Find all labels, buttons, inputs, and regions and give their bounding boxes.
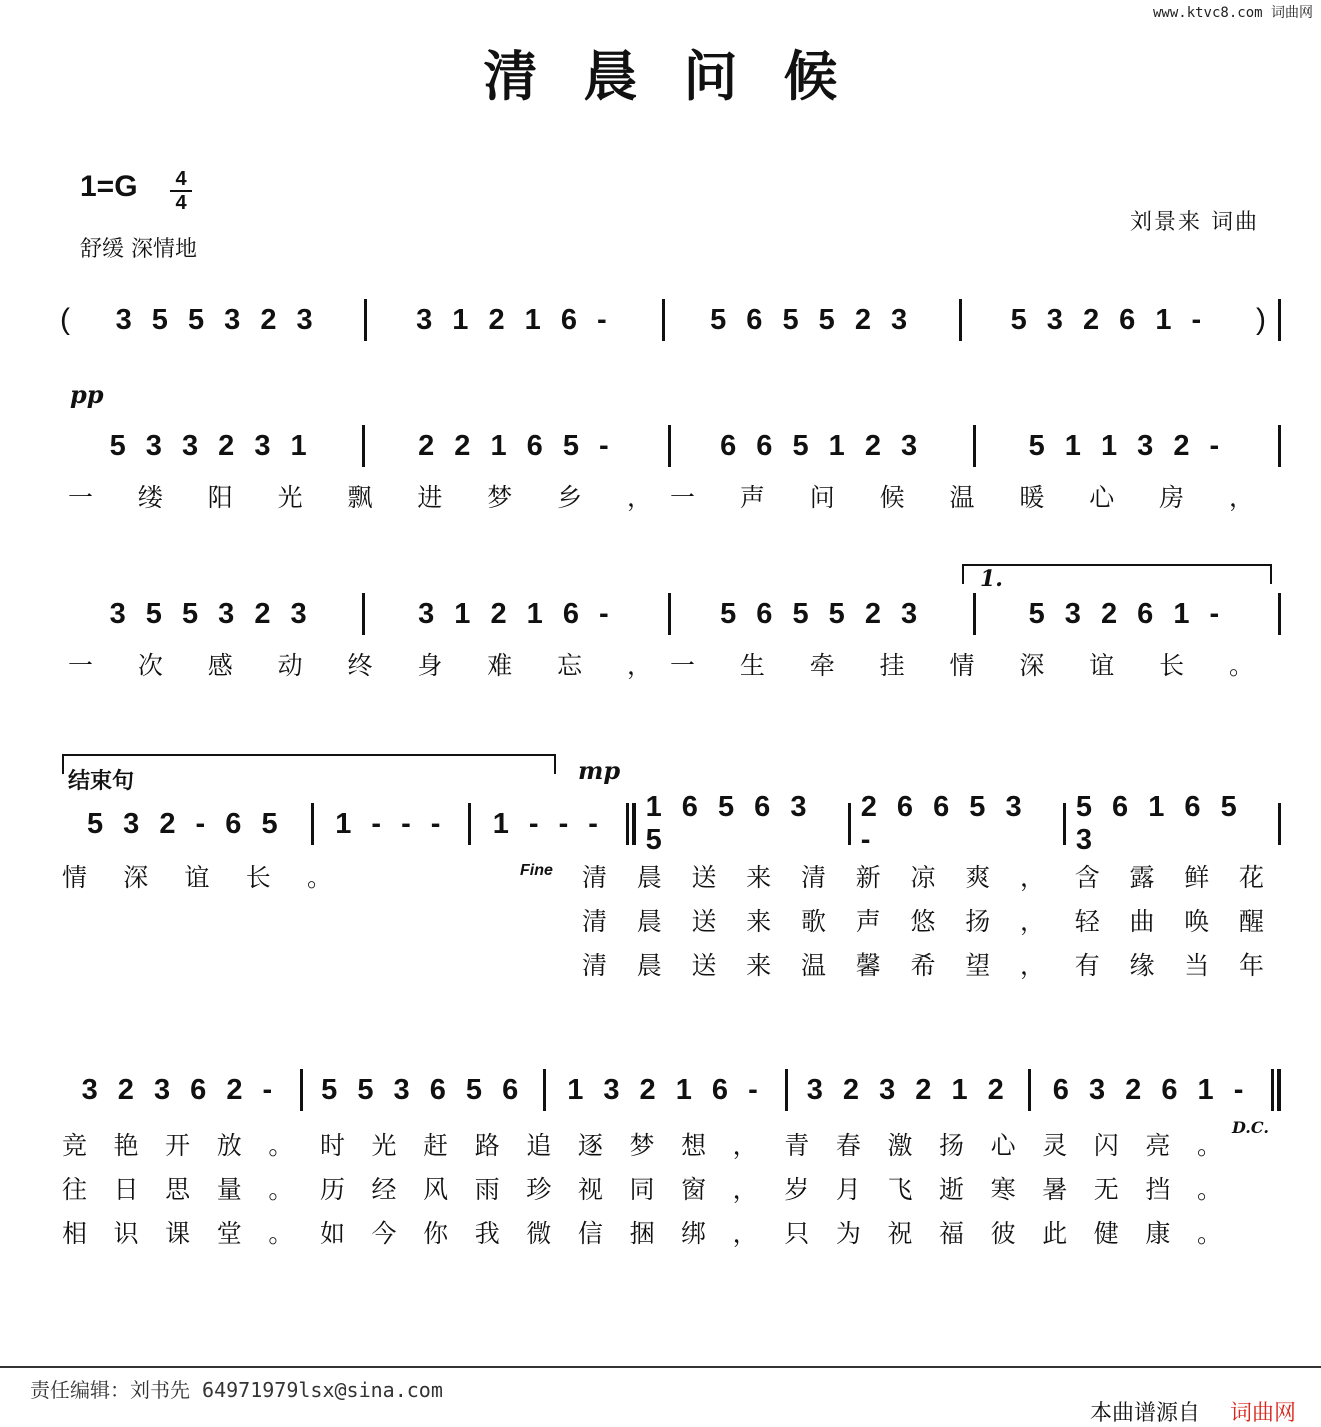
line2-lyrics: [62, 478, 1266, 514]
barline: [1278, 803, 1281, 845]
song-title: 清晨问候: [483, 44, 884, 108]
verse-3-line5: 相识课堂。如今你我微信捆绑，只为祝福彼此健康。: [62, 1219, 1222, 1248]
site-watermark: www.ktvc8.com 词曲网: [1152, 5, 1313, 21]
line4-notes: [60, 791, 1281, 856]
time-signature: [170, 168, 192, 214]
key-signature: 1=G: [80, 170, 138, 203]
repeat-end-barline: [1271, 1069, 1281, 1111]
repeat-start-barline: [626, 803, 636, 845]
lyric-phrase: 一缕阳光飘进梦乡，: [68, 483, 658, 512]
line5-measure-3: 1 3 2 1 6 -: [567, 1073, 764, 1106]
intro-measure-4: 5 3 2 6 1 -: [1010, 303, 1208, 336]
barline: [1278, 593, 1281, 635]
line4-measure-5: 2 6 6 5 3 -: [860, 791, 1028, 856]
footer-divider: [0, 1366, 1321, 1368]
source-label: 本曲谱源自: [1090, 1401, 1201, 1426]
line2-measure-2: 2 2 1 6 5 -: [418, 429, 615, 462]
line4-measure-2: 1 - - -: [335, 807, 447, 840]
line2-measure-1: 5 3 3 2 3 1: [109, 429, 313, 462]
line3-measure-1: 3 5 5 3 2 3: [109, 597, 313, 630]
dynamic-mp: mp: [578, 756, 621, 785]
line5-measure-2: 5 5 3 6 5 6: [321, 1073, 525, 1106]
line5-measure-4: 3 2 3 2 1 2: [806, 1073, 1010, 1106]
verse-2-line5: 往日思量。历经风雨珍视同窗，岁月飞逝寒暑无挡。: [62, 1175, 1222, 1204]
time-signature-bottom: 4: [170, 190, 192, 214]
intro-measure-3: 5 6 5 5 2 3: [710, 303, 914, 336]
barline: [1278, 425, 1281, 467]
line2-measure-3: 6 6 5 1 2 3: [720, 429, 924, 462]
line5-measure-5: 6 3 2 6 1 -: [1052, 1073, 1250, 1106]
fine-marking: Fine: [520, 862, 553, 879]
lyric-phrase: 一次感动终身难忘，: [68, 651, 658, 680]
time-signature-top: 4: [175, 168, 187, 190]
dynamic-pp: pp: [70, 380, 104, 409]
intro-close-paren: ): [1256, 303, 1266, 336]
line4-measure-6: 5 6 1 6 5 3: [1075, 791, 1243, 856]
tempo-marking: 舒缓 深情地: [80, 237, 197, 262]
verse-2-line4: 清晨送来歌声悠扬，轻曲唤醒: [582, 907, 1264, 936]
lyric-phrase: 一声问候温暖心房，: [670, 483, 1260, 512]
line2-measure-4: 5 1 1 3 2 -: [1028, 429, 1226, 462]
verse-1-line5: 竞艳开放。时光赶路追逐梦想，青春激扬心灵闪亮。: [62, 1131, 1222, 1160]
verse-3-line4: 清晨送来温馨希望，有缘当年: [582, 951, 1264, 980]
barline: [1278, 299, 1281, 341]
volta-bracket-1: [962, 564, 1272, 584]
line3-measure-4: 5 3 2 6 1 -: [1028, 597, 1226, 630]
line3-measure-2: 3 1 2 1 6 -: [418, 597, 615, 630]
line3-notes: [60, 590, 1281, 638]
line4-measure-1: 5 3 2 - 6 5: [86, 807, 284, 840]
line4-measure-3: 1 - - -: [492, 807, 604, 840]
volta-label: 1.: [980, 566, 1003, 592]
intro-open-paren: (: [60, 303, 70, 336]
editor-credit: 责任编辑：刘书先 64971979lsx@sina.com: [30, 1378, 443, 1402]
ending-bracket: [62, 754, 556, 774]
line3-lyrics: [62, 646, 1266, 682]
dc-marking: D.C.: [1232, 1118, 1269, 1137]
line3-measure-3: 5 6 5 5 2 3: [720, 597, 924, 630]
intro-measure-2: 3 1 2 1 6 -: [416, 303, 613, 336]
line4-lyrics-end: 情深谊长。: [62, 863, 332, 892]
line5-measure-1: 3 2 3 6 2 -: [81, 1073, 279, 1106]
ending-label: 结束句: [68, 769, 135, 794]
lyric-phrase: 一生牵挂情深谊长。: [670, 651, 1260, 680]
composer-credit: 刘景来 词曲: [1130, 210, 1259, 235]
line4-measure-4: 1 6 5 6 3 5: [645, 791, 813, 856]
source-site: 词曲网: [1230, 1401, 1297, 1426]
line2-notes: [60, 422, 1281, 470]
line5-notes: [60, 1066, 1281, 1114]
intro-notes: [60, 296, 1281, 344]
intro-measure-1: 3 5 5 3 2 3: [115, 303, 319, 336]
verse-1-line4: 清晨送来清新凉爽，含露鲜花: [582, 863, 1264, 892]
